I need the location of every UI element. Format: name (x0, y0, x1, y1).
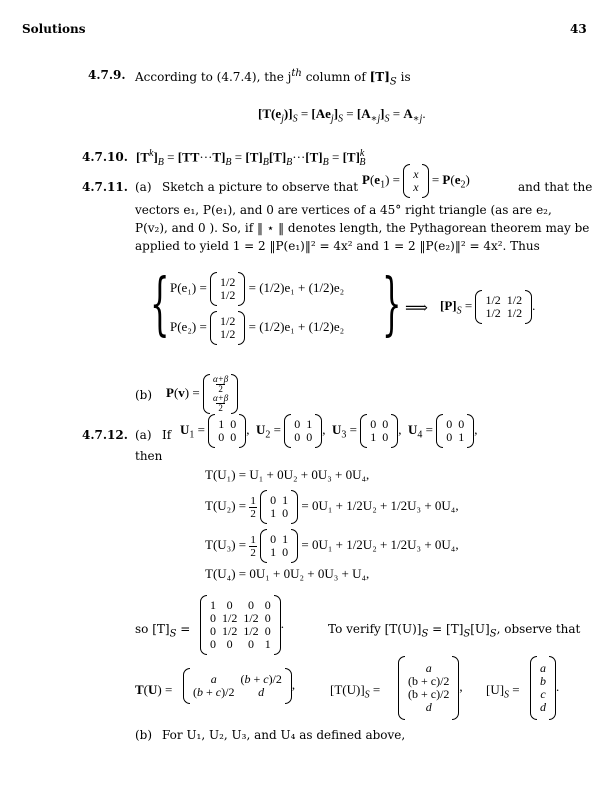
text-span: so [T] (135, 622, 170, 636)
label: T(U₃) = (205, 536, 247, 552)
tus-vector: a (b + c)/2 (b + c)/2 d, (398, 656, 463, 720)
cell: 2 (218, 403, 223, 413)
text-span: column of (305, 70, 366, 84)
part-b-label-12: (b) (135, 728, 153, 742)
part-b-text: For U₁, U₂, U₃, and U₄ as defined above, (162, 728, 406, 742)
combination: = (1/2)e₁ + (1/2)e₂ (248, 318, 345, 334)
running-header-left: Solutions (22, 22, 86, 36)
label: P(e₁) = (170, 279, 207, 295)
text-span: , observe that (496, 622, 581, 636)
text-span: According to (4.7.4), the j (135, 70, 292, 84)
rhs: = 0U₁ + 1/2U₂ + 1/2U₃ + 0U₄, (301, 497, 459, 513)
implies-arrow: ⟹ (405, 300, 428, 317)
equation-4-7-9: $[T(e_j)]_S = [Ae_j]_S = [A_{∗j}]_S = A_{∗j}$. (258, 106, 426, 125)
cell: 1/2 (220, 314, 236, 328)
eq-tu4: T(U₄) = 0U₁ + 0U₂ + 0U₃ + U₄, (205, 566, 370, 581)
eq-p-matrix: $[P]_S = 1/2$ 1/2 1/2 1/2. (440, 290, 535, 324)
part-b-label: (b) (135, 388, 153, 402)
label: [P] (440, 297, 457, 313)
cell: a (425, 661, 432, 675)
part-a-label: (a) (135, 180, 152, 194)
us-vector: a b c d. (530, 656, 559, 720)
cell: 1/2 (220, 288, 236, 302)
cell: α+β (212, 393, 229, 403)
label: P(e₂) = (170, 318, 207, 334)
tu-matrix: a (b + c)/2 (b + c)/2 d, (183, 668, 295, 704)
cell: (b + c)/2 (408, 674, 450, 688)
text-span: = [T] (432, 622, 464, 636)
cell: (b + c)/2 (408, 687, 450, 701)
text-line-4: applied to yield 1 = 2 ‖P(e₁)‖² = 4x² and 1 = 2 ‖P(e₂)‖² = 4x². Thus (135, 239, 540, 253)
cell: 2 (218, 384, 223, 394)
page-number: 43 (570, 22, 587, 36)
part-a-label-12: (a) (135, 428, 152, 442)
combination: = (1/2)e₁ + (1/2)e₂ (248, 279, 345, 295)
eq-pv: P(v) = α+β 2 α+β 2 (166, 374, 238, 414)
cell: a (540, 661, 546, 675)
eq-pe2 (170, 311, 344, 345)
cell: d (425, 700, 432, 714)
cell: c (540, 687, 546, 701)
eq-tu-matrix: T(U) = (135, 682, 173, 697)
u-matrices: $U_1 = 1$ 0 0 0, $U_2 = 0$ 1 0 0, $U_3 = 0$ 0 1 0, $U_4 = 0$ 0 0 1, (180, 414, 477, 448)
right-brace: } (382, 265, 402, 344)
problem-label-4-7-9: 4.7.9. (88, 68, 126, 82)
if-word: If (162, 428, 172, 442)
text-span: is (400, 70, 411, 84)
problem-label-4-7-12: 4.7.12. (82, 428, 128, 442)
eq-tu3: $T(U_3) = \frac{1}{2} 0$ 1 1 0 = 0U₁ + 1/2U₂ + 1/2U₃ + 0U₄, (205, 529, 459, 563)
text-span: To verify [T(U)] (328, 622, 422, 636)
left-brace: { (150, 265, 170, 344)
problem-label-4-7-11: 4.7.11. (82, 180, 128, 194)
cell: 1/2 (220, 327, 236, 341)
label: T(U₂) = (205, 497, 247, 513)
problem-4-7-9-text: According to (4.7.4), the $j^{th}$ column of $[T]_S$ is (135, 68, 411, 88)
text-line-2: vectors e₁, P(e₁), and 0 are vertices of a 45° right triangle (as are e₂, (135, 203, 552, 217)
eq-tu2: $T(U_2) = \frac{1}{2} 0$ 1 1 0 = 0U₁ + 1/2U₂ + 1/2U₃ + 0U₄, (205, 490, 459, 524)
label: [U] (486, 682, 505, 697)
tus-label: $[T(U)]_S$ = (330, 682, 381, 701)
text-span: [U] (470, 622, 490, 636)
t-s-matrix: 1 0 0 0 0 1/2 1/2 0 0 1/2 1/2 0 0 0 0 1. (200, 595, 284, 655)
eq-pe1 (170, 272, 344, 306)
text-line-3: P(v₂), and 0 ). So, if ‖ ⋆ ‖ denotes length, the Pythagorean theorem may be (135, 221, 590, 235)
us-label: $[U]_S$ = (486, 682, 520, 701)
eq-tu1: T(U₁) = U₁ + 0U₂ + 0U₃ + 0U₄, (205, 467, 370, 482)
then-word: then (135, 449, 163, 463)
superscript: th (291, 68, 302, 79)
cell: d (540, 700, 546, 714)
equation-4-7-10: $[T^k]_B = [TT\cdot\cdot\cdot T]_B = [T]_B[T]_B\cdot\cdot\cdot[T]_B = [T]^k_B$ (136, 148, 366, 168)
problem-label-4-7-10: 4.7.10. (82, 150, 128, 164)
cell: α+β (212, 374, 229, 384)
cell: 1/2 (220, 275, 236, 289)
label: [T(U)] (330, 682, 365, 697)
verify-text: To verify $[T(U)]_S = [T]_S[U]_S$, observe that (328, 622, 581, 640)
eq-pe1-x: $P(e_1) = x$ $x = P(e_2)$ (362, 164, 470, 198)
rhs: = 0U₁ + 1/2U₂ + 1/2U₃ + 0U₄, (301, 536, 459, 552)
cell: b (540, 674, 546, 688)
so-text: so $[T]_S$ = (135, 622, 191, 640)
text-line-1b: and that the (518, 180, 593, 194)
text-line-1a: Sketch a picture to observe that (162, 180, 359, 194)
